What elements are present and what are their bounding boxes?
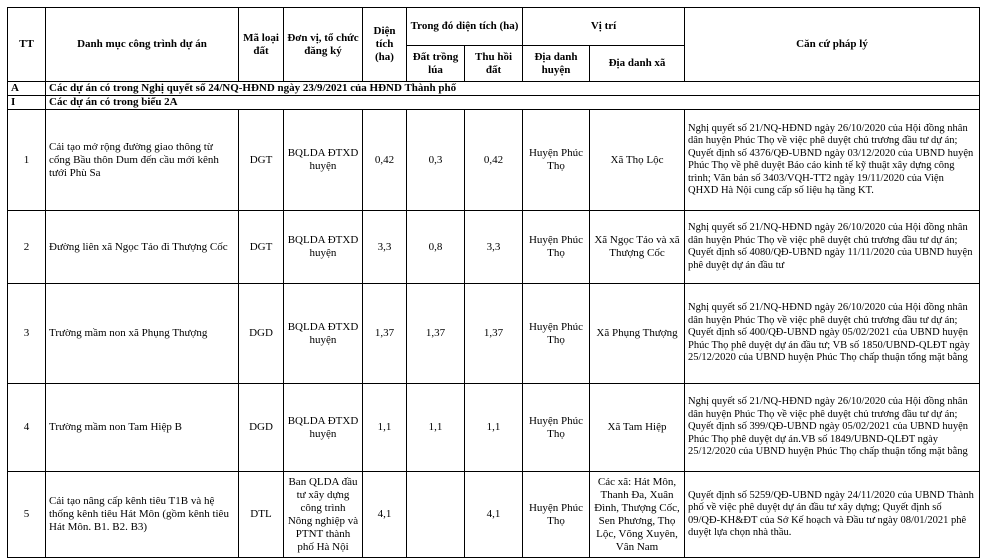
row-land-recovery: 0,42 bbox=[465, 110, 523, 211]
row-legal-basis: Quyết định số 5259/QĐ-UBND ngày 24/11/2020 của UBND Thành phố về việc phê duyệt dự án đầu tư xây dựng; Quyết định số 09/QĐ-KH&ĐT của Sở Kế hoạch và Đầu tư ngày 08/01/2021 phê duyệt lựa chọn nhà thầu. bbox=[685, 472, 980, 558]
header-of-which-area: Trong đó diện tích (ha) bbox=[407, 8, 523, 46]
row-tt: 3 bbox=[8, 284, 46, 384]
row-land-code: DGT bbox=[239, 211, 284, 284]
row-project-name: Đường liên xã Ngọc Tảo đi Thượng Cốc bbox=[46, 211, 239, 284]
header-district: Địa danh huyện bbox=[523, 46, 590, 82]
row-area: 1,1 bbox=[363, 384, 407, 472]
header-project-list: Danh mục công trình dự án bbox=[46, 8, 239, 82]
header-tt: TT bbox=[8, 8, 46, 82]
row-commune: Các xã: Hát Môn, Thanh Đa, Xuân Đình, Thượng Cốc, Sen Phương, Thọ Lộc, Võng Xuyên, Vân Nam bbox=[590, 472, 685, 558]
table-row bbox=[8, 110, 980, 211]
row-rice-land: 0,3 bbox=[407, 110, 465, 211]
section-title: Các dự án có trong Nghị quyết số 24/NQ-HĐND ngày 23/9/2021 của HĐND Thành phố bbox=[46, 82, 980, 96]
header-commune: Địa danh xã bbox=[590, 46, 685, 82]
row-project-name: Cải tạo nâng cấp kênh tiêu T1B và hệ thống kênh tiêu Hát Môn (gồm kênh tiêu Hát Môn. B1. B2. B3) bbox=[46, 472, 239, 558]
row-org: BQLDA ĐTXD huyện bbox=[284, 110, 363, 211]
row-project-name: Trường mầm non Tam Hiệp B bbox=[46, 384, 239, 472]
row-org: BQLDA ĐTXD huyện bbox=[284, 384, 363, 472]
section-title: Các dự án có trong biểu 2A bbox=[46, 96, 980, 110]
row-legal-basis: Nghị quyết số 21/NQ-HĐND ngày 26/10/2020 của Hội đồng nhân dân huyện Phúc Thọ về việc phê duyệt chủ trương đầu tư dự án; Quyết định số 4080/QĐ-UBND ngày 11/11/2020 của UBND huyện phê duyệt dự án đầu tư bbox=[685, 211, 980, 284]
row-project-name: Cải tạo mở rộng đường giao thông từ cổng Bầu thôn Dum đến cầu mới kênh tưới Phù Sa bbox=[46, 110, 239, 211]
row-tt: 4 bbox=[8, 384, 46, 472]
table-row bbox=[8, 284, 980, 384]
row-project-name: Trường mầm non xã Phụng Thượng bbox=[46, 284, 239, 384]
row-district: Huyện Phúc Thọ bbox=[523, 110, 590, 211]
row-land-code: DGD bbox=[239, 284, 284, 384]
row-legal-basis: Nghị quyết số 21/NQ-HĐND ngày 26/10/2020 của Hội đồng nhân dân huyện Phúc Thọ về việc phê duyệt chủ trương đầu tư dự án; Quyết định số 399/QĐ-UBND ngày 05/02/2021 của UBND huyện Phúc Thọ phê duyệt dự án.VB số 1849/UBND-QLĐT ngày 25/12/2020 của UBND huyện Phúc Thọ chấp thuận tổng mặt bằng bbox=[685, 384, 980, 472]
row-land-recovery: 3,3 bbox=[465, 211, 523, 284]
row-rice-land: 0,8 bbox=[407, 211, 465, 284]
section-id: A bbox=[8, 82, 46, 96]
row-rice-land: 1,37 bbox=[407, 284, 465, 384]
table-row bbox=[8, 384, 980, 472]
table-row bbox=[8, 211, 980, 284]
land-use-project-table bbox=[7, 7, 980, 558]
header-land-recovery: Thu hồi đất bbox=[465, 46, 523, 82]
row-land-recovery: 1,1 bbox=[465, 384, 523, 472]
row-legal-basis: Nghị quyết số 21/NQ-HĐND ngày 26/10/2020 của Hội đồng nhân dân huyện Phúc Thọ về việc phê duyệt chủ trương đầu tư dự án; Quyết định số 400/QĐ-UBND ngày 05/02/2021 của UBND huyện Phúc Thọ phê duyệt dự án đầu tư; VB số 1850/UBND-QLĐT ngày 25/12/2020 của UBND huyện Phúc Thọ chấp thuận tổng mặt bằng bbox=[685, 284, 980, 384]
row-rice-land: 1,1 bbox=[407, 384, 465, 472]
row-land-recovery: 4,1 bbox=[465, 472, 523, 558]
header-rice-land: Đất trồng lúa bbox=[407, 46, 465, 82]
section-row-a bbox=[8, 82, 980, 96]
header-registering-unit: Đơn vị, tổ chức đăng ký bbox=[284, 8, 363, 82]
row-org: Ban QLDA đầu tư xây dựng công trình Nông nghiệp và PTNT thành phố Hà Nội bbox=[284, 472, 363, 558]
row-district: Huyện Phúc Thọ bbox=[523, 284, 590, 384]
table-row bbox=[8, 472, 980, 558]
row-area: 4,1 bbox=[363, 472, 407, 558]
section-id: I bbox=[8, 96, 46, 110]
section-row-i bbox=[8, 96, 980, 110]
row-area: 0,42 bbox=[363, 110, 407, 211]
header-land-code: Mã loại đất bbox=[239, 8, 284, 82]
row-commune: Xã Phụng Thượng bbox=[590, 284, 685, 384]
header-legal-basis: Căn cứ pháp lý bbox=[685, 8, 980, 82]
row-tt: 1 bbox=[8, 110, 46, 211]
row-land-code: DTL bbox=[239, 472, 284, 558]
row-land-recovery: 1,37 bbox=[465, 284, 523, 384]
row-tt: 2 bbox=[8, 211, 46, 284]
row-commune: Xã Ngọc Tảo và xã Thượng Cốc bbox=[590, 211, 685, 284]
row-commune: Xã Tam Hiệp bbox=[590, 384, 685, 472]
row-commune: Xã Thọ Lộc bbox=[590, 110, 685, 211]
row-district: Huyện Phúc Thọ bbox=[523, 472, 590, 558]
row-district: Huyện Phúc Thọ bbox=[523, 211, 590, 284]
row-org: BQLDA ĐTXD huyện bbox=[284, 211, 363, 284]
row-rice-land bbox=[407, 472, 465, 558]
row-district: Huyện Phúc Thọ bbox=[523, 384, 590, 472]
row-area: 3,3 bbox=[363, 211, 407, 284]
row-tt: 5 bbox=[8, 472, 46, 558]
row-legal-basis: Nghị quyết số 21/NQ-HĐND ngày 26/10/2020 của Hội đồng nhân dân huyện Phúc Thọ về việc phê duyệt chủ trương đầu tư dự án; Quyết định số 4376/QĐ-UBND ngày 03/12/2020 của UBND huyện Phúc Thọ về phê duyệt Báo cáo kinh tế kỹ thuật xây dựng công trình; Văn bản số 3403/VQH-TT2 ngày 19/11/2020 của Viện QHXD Hà Nội cung cấp số liệu hạ tầng KT. bbox=[685, 110, 980, 211]
row-land-code: DGD bbox=[239, 384, 284, 472]
row-area: 1,37 bbox=[363, 284, 407, 384]
header-area: Diện tích (ha) bbox=[363, 8, 407, 82]
row-land-code: DGT bbox=[239, 110, 284, 211]
row-org: BQLDA ĐTXD huyện bbox=[284, 284, 363, 384]
header-location: Vị trí bbox=[523, 8, 685, 46]
